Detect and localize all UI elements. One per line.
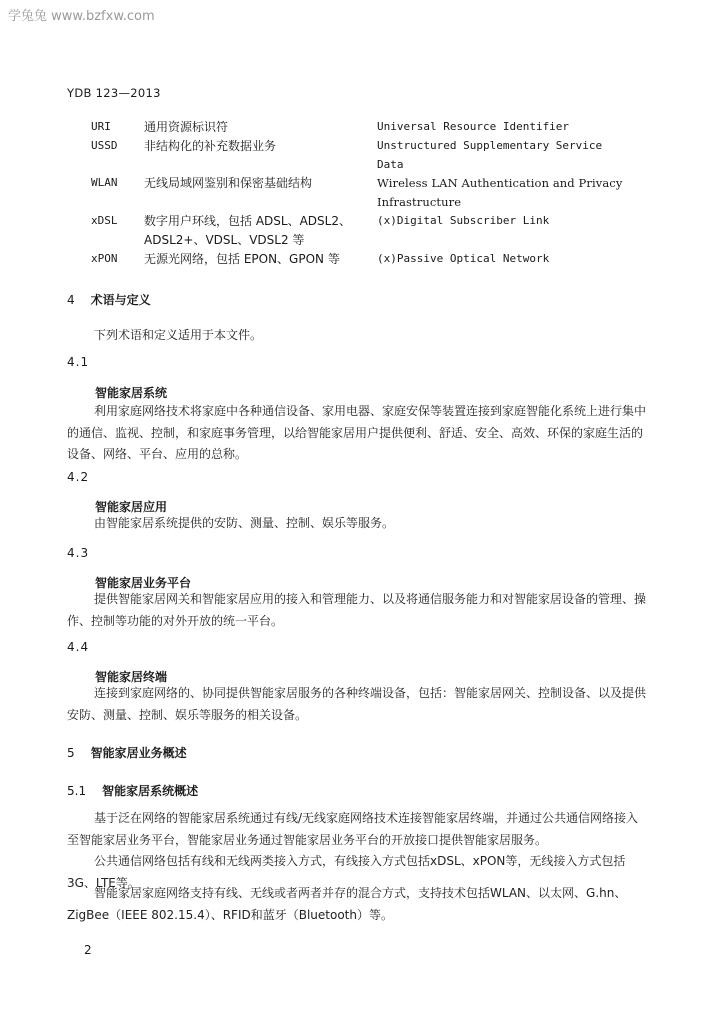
abbreviation-chinese: 通用资源标识符 — [144, 120, 229, 134]
section-4-heading — [67, 291, 151, 308]
section-5-1-heading — [67, 782, 198, 799]
body-paragraph: 智能家居家庭网络支持有线、无线或者两者并存的混合方式，支持技术包括WLAN、以太网、G.hn、ZigBee（IEEE 802.15.4）、RFID和蓝牙（Bluetooth）等。 — [67, 886, 627, 922]
body-paragraph: 公共通信网络包括有线和无线两类接入方式，有线接入方式包括xDSL、xPON等，无线接入方式包括3G、LTE等。 — [67, 854, 626, 890]
abbreviation-chinese — [144, 212, 377, 250]
section-title: 术语与定义 — [90, 293, 151, 307]
abbreviation-code: USSD — [91, 138, 118, 152]
term-title: 智能家居业务平台 — [95, 576, 192, 590]
abbreviation-english: (x)Passive Optical Network — [377, 251, 550, 265]
section-title: 智能家居系统概述 — [102, 784, 199, 798]
standard-code-header: YDB 123—2013 — [67, 86, 161, 100]
abbreviation-code: xPON — [91, 251, 118, 265]
section-number: 4 — [67, 293, 75, 307]
section-number: 5 — [67, 746, 75, 760]
abbreviation-english-line: Unstructured Supplementary Service — [377, 138, 603, 152]
abbreviation-english-line: Wireless LAN Authentication and Privacy — [377, 176, 623, 191]
watermark: 学兔兔 www.bzfxw.com — [8, 9, 155, 24]
abbreviation-chinese: 无源光网络，包括 EPON、GPON 等 — [144, 251, 340, 266]
abbreviation-english: Universal Resource Identifier — [377, 120, 570, 133]
section-4-intro: 下列术语和定义适用于本文件。 — [94, 328, 263, 342]
abbreviation-row — [91, 250, 651, 269]
section-5-heading — [67, 744, 187, 761]
section-number: 5.1 — [67, 784, 87, 798]
abbreviation-code: WLAN — [91, 176, 118, 190]
term-definition: 由智能家居系统提供的安防、测量、控制、娱乐等服务。 — [94, 516, 395, 530]
section-title: 智能家居业务概述 — [90, 746, 187, 760]
abbreviation-english: (x)Digital Subscriber Link — [377, 213, 550, 227]
body-paragraph: 基于泛在网络的智能家居系统通过有线/无线家庭网络技术连接智能家居终端，并通过公共通信网络接入至智能家居业务平台，智能家居业务通过智能家居业务平台的开放接口提供智能家居服务。 — [67, 811, 639, 847]
term-number: 4.2 — [67, 470, 90, 484]
abbreviation-english — [377, 137, 627, 175]
abbreviation-chinese: 无线局域网鉴别和保密基础结构 — [144, 176, 313, 191]
term-number: 4.4 — [67, 640, 90, 654]
term-definition: 利用家庭网络技术将家庭中各种通信设备、家用电器、家庭安保等装置连接到家庭智能化系统上进行集中的通信、监视、控制，和家庭事务管理，以给智能家居用户提供便利、舒适、安全、高效、环保的家庭生活的设备、网络、平台、应用的总称。 — [67, 404, 647, 461]
term-title: 智能家居终端 — [95, 670, 168, 684]
abbreviation-code: URI — [91, 120, 111, 133]
term-definition: 连接到家庭网络的、协同提供智能家居服务的各种终端设备，包括：智能家居网关、控制设备、以及提供安防、测量、控制、娱乐等服务的相关设备。 — [67, 686, 647, 722]
abbreviation-english-line: Data — [377, 157, 404, 171]
abbreviation-chinese-line: 数字用户环线，包括 ADSL、ADSL2、 — [144, 213, 351, 228]
abbreviation-row — [91, 137, 651, 175]
abbreviation-chinese-line: ADSL2+、VDSL、VDSL2 等 — [144, 232, 305, 247]
abbreviation-chinese: 非结构化的补充数据业务 — [144, 138, 277, 153]
term-definition: 提供智能家居网关和智能家居应用的接入和管理能力、以及将通信服务能力和对智能家居设备的管理、操作、控制等功能的对外开放的统一平台。 — [67, 592, 647, 628]
abbreviation-english-line: Infrastructure — [377, 195, 462, 210]
page-number: 2 — [84, 943, 92, 957]
term-title: 智能家居应用 — [95, 500, 168, 514]
term-title: 智能家居系统 — [95, 386, 168, 400]
abbreviation-row — [91, 118, 651, 137]
abbreviation-code: xDSL — [91, 213, 118, 227]
abbreviation-row — [91, 212, 651, 250]
term-number: 4.3 — [67, 546, 90, 560]
abbreviation-row — [91, 174, 651, 212]
abbreviation-english — [377, 174, 627, 212]
term-number: 4.1 — [67, 355, 90, 369]
abbreviation-table — [91, 118, 651, 268]
